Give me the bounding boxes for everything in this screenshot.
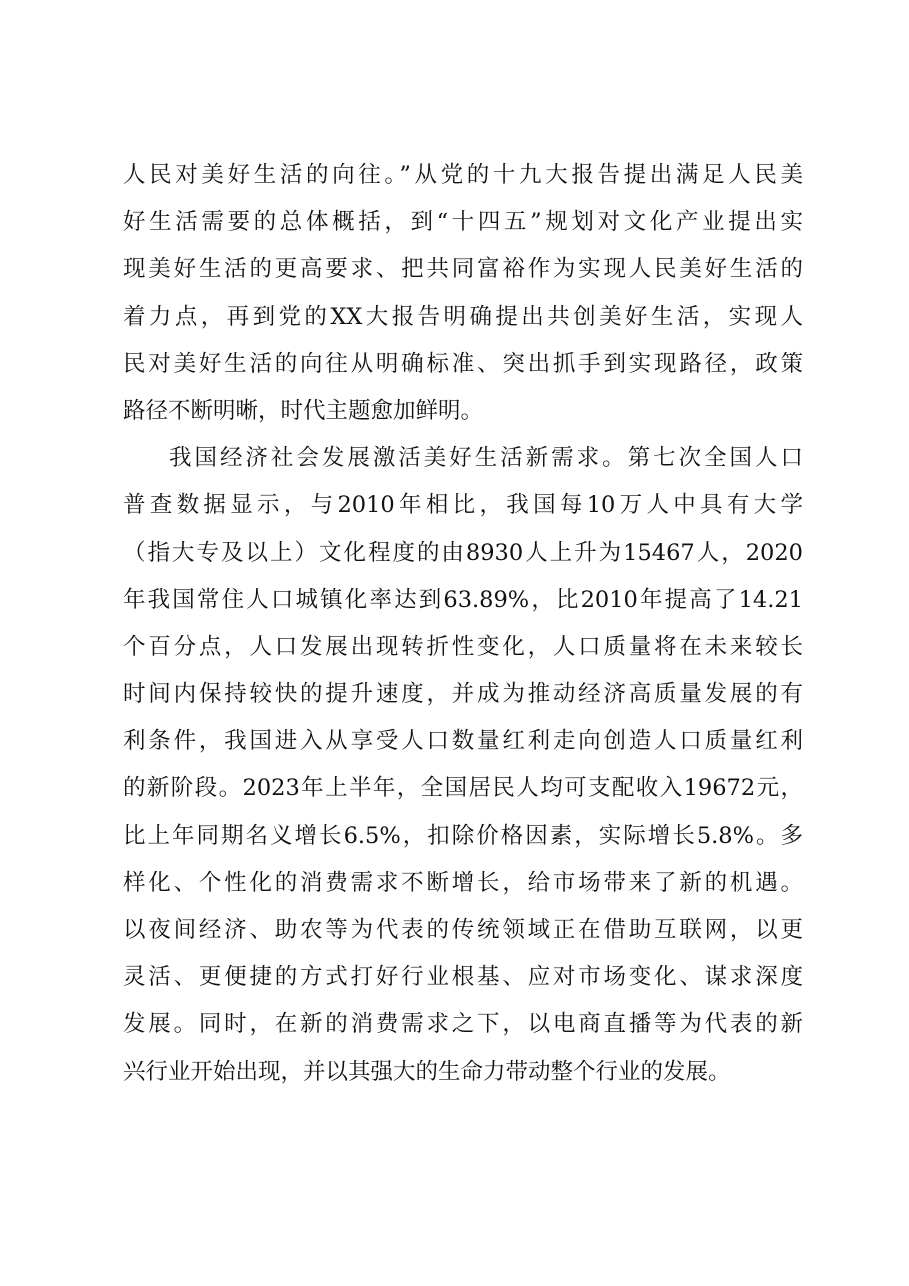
text-line: 着力点，再到党的XX大报告明确提出共创美好生活，实现人	[123, 303, 803, 330]
text-line: 时间内保持较快的提升速度，并成为推动经济高质量发展的有	[123, 681, 803, 708]
text-line: 年我国常住人口城镇化率达到63.89%，比2010年提高了14.21	[123, 586, 803, 613]
paragraph-2	[123, 435, 803, 1096]
text-line: 好生活需要的总体概括，到“十四五”规划对文化产业提出实	[123, 209, 803, 236]
text-line: 利条件，我国进入从享受人口数量红利走向创造人口质量红利	[123, 728, 803, 755]
text-line: 路径不断明晰，时代主题愈加鲜明。	[123, 397, 484, 424]
text-line: 我国经济社会发展激活美好生活新需求。第七次全国人口	[169, 445, 803, 472]
text-line: 样化、个性化的消费需求不断增长，给市场带来了新的机遇。	[123, 869, 803, 896]
text-line: 个百分点，人口发展出现转折性变化，人口质量将在未来较长	[123, 633, 803, 660]
body-text	[123, 152, 803, 1096]
text-line: 的新阶段。2023年上半年，全国居民人均可支配收入19672元，	[123, 775, 803, 802]
text-line: 灵活、更便捷的方式打好行业根基、应对市场变化、谋求深度	[123, 964, 803, 991]
text-line: 民对美好生活的向往从明确标准、突出抓手到实现路径，政策	[123, 350, 803, 377]
text-line: 以夜间经济、助农等为代表的传统领域正在借助互联网，以更	[123, 917, 803, 943]
text-line: 兴行业开始出现，并以其强大的生命力带动整个行业的发展。	[123, 1058, 731, 1085]
paragraph-1	[123, 152, 803, 435]
text-line: 比上年同期名义增长6.5%，扣除价格因素，实际增长5.8%。多	[123, 822, 803, 849]
text-line: 发展。同时，在新的消费需求之下，以电商直播等为代表的新	[123, 1011, 803, 1038]
text-line: （指大专及以上）文化程度的由8930人上升为15467人，2020	[123, 539, 803, 566]
text-line: 普查数据显示，与2010年相比，我国每10万人中具有大学	[123, 492, 803, 519]
text-line: 现美好生活的更高要求、把共同富裕作为实现人民美好生活的	[123, 256, 803, 283]
text-line: 人民对美好生活的向往。”从党的十九大报告提出满足人民美	[123, 162, 803, 188]
